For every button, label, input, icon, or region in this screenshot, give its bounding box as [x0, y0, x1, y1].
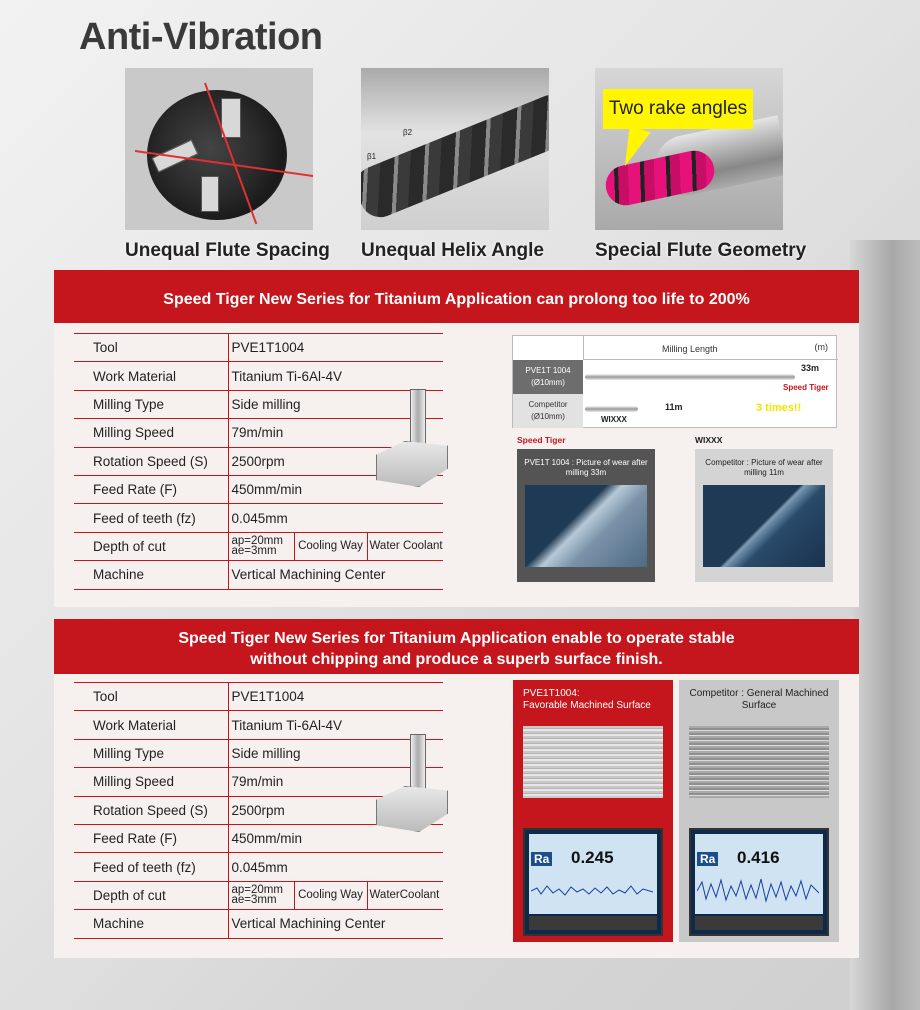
ra-value: 0.245 [571, 848, 614, 867]
rake-angles-callout: Two rake angles [603, 89, 753, 129]
wear-caption: PVE1T 1004 : Picture of wear after milling 33m [524, 458, 648, 477]
table-row: Rotation Speed (S) 2500rpm [74, 796, 443, 824]
end-mill-illustration [376, 734, 448, 844]
roughness-meter [523, 828, 663, 936]
table-row: Milling Speed 79m/min [74, 419, 443, 447]
wear-caption: Competitor : Picture of wear after milling 11m [705, 458, 823, 477]
chart-bar-competitor [585, 406, 638, 412]
table-row: Work Material Titanium Ti-6Al-4V [74, 362, 443, 390]
surface-caption: Competitor : General Machined Surface [689, 688, 829, 711]
ra-label: Ra [531, 852, 552, 866]
depth-ap: ap=20mm [231, 535, 283, 548]
table-row: Depth of cut ap=20mm ae=3mm Cooling Way Water Coolant [74, 532, 443, 560]
surface-caption: PVE1T1004: Favorable Machined Surface [523, 688, 651, 711]
ra-value: 0.416 [737, 848, 780, 867]
feature-unequal-helix-angle [361, 68, 549, 261]
cooling-label: Cooling Way [294, 882, 367, 909]
feature-unequal-flute-spacing [125, 68, 330, 261]
surface-texture-image [689, 726, 829, 798]
milling-length-chart [512, 335, 837, 428]
table-row: Depth of cut ap=20mm ae=3mm Cooling Way WaterCoolant [74, 881, 443, 909]
section1-heading: Speed Tiger New Series for Titanium Application can prolong too life to 200% [54, 270, 859, 323]
table-row: Milling Speed 79m/min [74, 768, 443, 796]
table-row: Tool PVE1T1004 [74, 683, 443, 711]
flute-geometry-photo [595, 68, 783, 230]
section1-panel [54, 323, 859, 607]
surface-panel-competitor [679, 680, 839, 942]
section2-panel [54, 674, 859, 958]
table-row: Feed Rate (F) 450mm/min [74, 824, 443, 852]
table-row: Machine Vertical Machining Center [74, 561, 443, 589]
depth-ae: ae=3mm [231, 894, 277, 907]
table-row: Rotation Speed (S) 2500rpm [74, 447, 443, 475]
feature-caption: Special Flute Geometry [595, 240, 807, 261]
ra-label: Ra [697, 852, 718, 866]
cooling-label: Cooling Way [294, 533, 367, 560]
table-row: Tool PVE1T1004 [74, 334, 443, 362]
chart-row-pve1t: PVE1T 1004 (Ø10mm) [513, 360, 583, 394]
surface-texture-image [523, 726, 663, 798]
cooling-value: WaterCoolant [367, 882, 443, 909]
background-metal-edge [850, 240, 920, 1010]
chart-value-pve1t: 33m [801, 363, 820, 373]
feature-caption: Unequal Helix Angle [361, 240, 544, 261]
depth-ap: ap=20mm [231, 884, 283, 897]
chart-title: Milling Length [662, 344, 718, 354]
table-row: Feed of teeth (fz) 0.045mm [74, 504, 443, 532]
feature-caption: Unequal Flute Spacing [125, 240, 330, 261]
cooling-value: Water Coolant [367, 533, 443, 560]
page-title: Anti-Vibration [79, 16, 323, 58]
table-row: Machine Vertical Machining Center [74, 910, 443, 938]
chart-times-callout: 3 times!! [756, 402, 802, 414]
chart-unit: (m) [814, 342, 828, 352]
table-row: Work Material Titanium Ti-6Al-4V [74, 711, 443, 739]
beta2-label: β2 [403, 128, 413, 137]
surface-panel-pve1t [513, 680, 673, 942]
table-row: Milling Type Side milling [74, 390, 443, 418]
wear-photo-speed-tiger [517, 435, 655, 582]
flute-spacing-photo [125, 68, 313, 230]
section2-heading: Speed Tiger New Series for Titanium Application enable to operate stable without chipping and produce a superb surface finish. [54, 619, 859, 674]
table-row: Feed of teeth (fz) 0.045mm [74, 853, 443, 881]
chart-brand-speed-tiger: Speed Tiger [783, 383, 829, 392]
roughness-waveform [697, 872, 819, 910]
roughness-meter [689, 828, 829, 936]
beta1-label: β1 [367, 152, 377, 161]
table-row: Feed Rate (F) 450mm/min [74, 475, 443, 503]
chart-brand-wixxx: WIXXX [601, 415, 627, 424]
chart-value-competitor: 11m [665, 402, 683, 412]
wear-tag: Speed Tiger [517, 435, 566, 445]
helix-angle-photo [361, 68, 549, 230]
table-row: Milling Type Side milling [74, 739, 443, 767]
wear-tag: WIXXX [695, 435, 723, 445]
wear-photo-competitor [695, 435, 833, 582]
depth-ae: ae=3mm [231, 545, 277, 558]
feature-special-flute-geometry [595, 68, 807, 261]
end-mill-illustration [376, 389, 448, 499]
chart-bar-pve1t [585, 374, 795, 380]
chart-row-competitor: Competitor (Ø10mm) [513, 394, 583, 428]
roughness-waveform [531, 872, 653, 910]
